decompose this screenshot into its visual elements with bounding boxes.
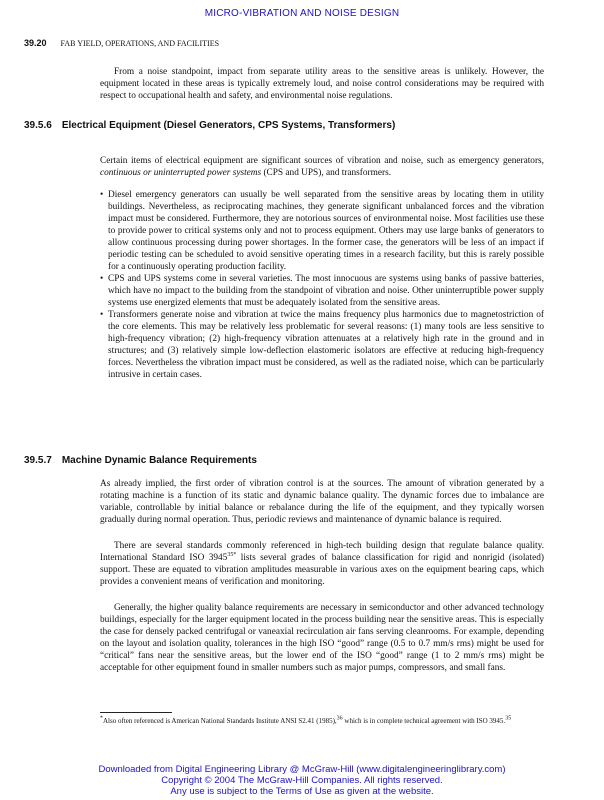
para2-text-end: lists several grades of balance classification for rigid and nonrigid (isolated) support. These are equated to vibration amplitudes measurable in various axes on the equipment bearing caps, which provides a convenient means of verification and monitoring.: [100, 553, 544, 587]
bullet-text: Diesel emergency generators can usually be well separated from the sensitive areas by locating them in utility buildings. Nevertheless, as reciprocating machines, they generate significant unbalanced forces and the vibration impact must be considered. Furthermore, they are notorious sources of environmental noise. Most facilities use these to provide power to critical systems only and not to process equipment. Others may use large banks of generators to allow continuous processing during power shortages. In the former case, the generators will be less of an impact if periodic testing can be scheduled to avoid sensitive operating times in a research facility, but this is rarely possible for a continuously operating production facility.: [108, 190, 544, 272]
balance-paragraph-2: [100, 540, 544, 588]
para2-text: There are several standards commonly referenced in high-tech building design that regulate balance quality. International Standard ISO 3945: [100, 541, 544, 563]
bullet-text: CPS and UPS systems come in several varieties. The most innocuous are systems using banks of passive batteries, which have no impact to the building from the standpoint of vibration and noise. Other uninterruptible power supply systems use energized elements that must be adequately isolated from the sensitive areas.: [108, 274, 544, 308]
intro-italic-term: continuous or uninterrupted power systems: [100, 168, 262, 178]
citation-superscript: 35*: [227, 551, 237, 558]
section-title: Machine Dynamic Balance Requirements: [61, 455, 257, 466]
list-item: [100, 309, 544, 381]
list-item: [100, 273, 544, 309]
section-heading-balance: [24, 455, 544, 467]
running-head: [24, 38, 219, 48]
intro-text-end: (CPS and UPS), and transformers.: [261, 168, 392, 178]
electrical-bullet-list: [100, 189, 544, 381]
footnote: [100, 716, 544, 726]
electrical-intro-paragraph: [100, 155, 544, 179]
page-number: 39.20: [24, 38, 47, 48]
footer-line-copyright: Copyright © 2004 The McGraw-Hill Companies. All rights reserved.: [161, 775, 443, 786]
bullet-icon: •: [100, 274, 104, 284]
book-banner: MICRO-VIBRATION AND NOISE DESIGN: [204, 8, 400, 19]
footnote-divider: [100, 712, 172, 713]
footer-line-terms: Any use is subject to the Terms of Use as given at the website.: [170, 786, 434, 797]
footer-line-download: Downloaded from Digital Engineering Library @ McGraw-Hill (www.digitalengineeringlibrary.com): [98, 764, 506, 775]
balance-paragraph-3: Generally, the higher quality balance requirements are necessary in semiconductor and other advanced technology buildings, especially for the larger equipment located in the process building near the sensitive areas. This is especially the case for densely packed centrifugal or vaneaxial recirculation air fans serving cleanrooms. For example, depending on the layout and isolation quality, tolerances in the high ISO “good” range (0.5 to 0.7 mm/s rms) might be used for “critical” fans near the sensitive areas, but the lower end of the ISO “good” range (1 to 2 mm/s rms) might be acceptable for other equipment found in smaller numbers such as major pumps, compressors, and small fans.: [100, 603, 544, 673]
footnote-text-end: which is in complete technical agreement with ISO 3945.: [342, 717, 506, 725]
bullet-text: Transformers generate noise and vibration at twice the mains frequency plus harmonics due to magnetostriction of the core elements. This may be relatively less problematic for several reasons: (1) many tools are less sensitive to high-frequency vibration; (2) high-frequency vibration attenuates at a relatively high rate in the ground and in structures; and (3) relatively simple low-deflection elastomeric isolators are effective at reducing high-frequency forces. Nevertheless the vibration impact must be considered, as well as the radiated noise, which can be particularly intrusive in certain cases.: [108, 310, 544, 380]
section-heading-electrical: [24, 120, 544, 132]
download-footer: [0, 764, 604, 797]
footnote-text: Also often referenced is American National Standards Institute ANSI S2.41 (1985),: [103, 717, 337, 725]
running-title: FAB YIELD, OPERATIONS, AND FACILITIES: [60, 39, 220, 48]
intro-text: Certain items of electrical equipment are significant sources of vibration and noise, such as emergency generators,: [100, 156, 544, 166]
bullet-icon: •: [100, 310, 104, 320]
bullet-icon: •: [100, 190, 104, 200]
footnote-ref: 35: [505, 715, 512, 722]
list-item: [100, 189, 544, 273]
section-number: 39.5.7: [24, 455, 52, 466]
section-title: Electrical Equipment (Diesel Generators, CPS Systems, Transformers): [61, 120, 396, 131]
section-number: 39.5.6: [24, 120, 52, 131]
balance-paragraph-1: As already implied, the first order of vibration control is at the sources. The amount of vibration generated by a rotating machine is a function of its static and dynamic balance quality. The dynamic forces due to imbalance are variable, controllable by initial balance or rebalance during the life of the equipment, and they typically worsen gradually during normal operation. Thus, periodic reviews and maintenance of dynamic balance is required.: [100, 479, 544, 525]
footnote-ref: 36: [336, 715, 343, 722]
footnote-marker: *: [100, 715, 103, 722]
intro-paragraph: From a noise standpoint, impact from separate utility areas to the sensitive areas is unlikely. However, the equipment located in these areas is typically extremely loud, and noise control considerations may be required with respect to occupational health and safety, and environmental noise regulations.: [100, 67, 544, 101]
